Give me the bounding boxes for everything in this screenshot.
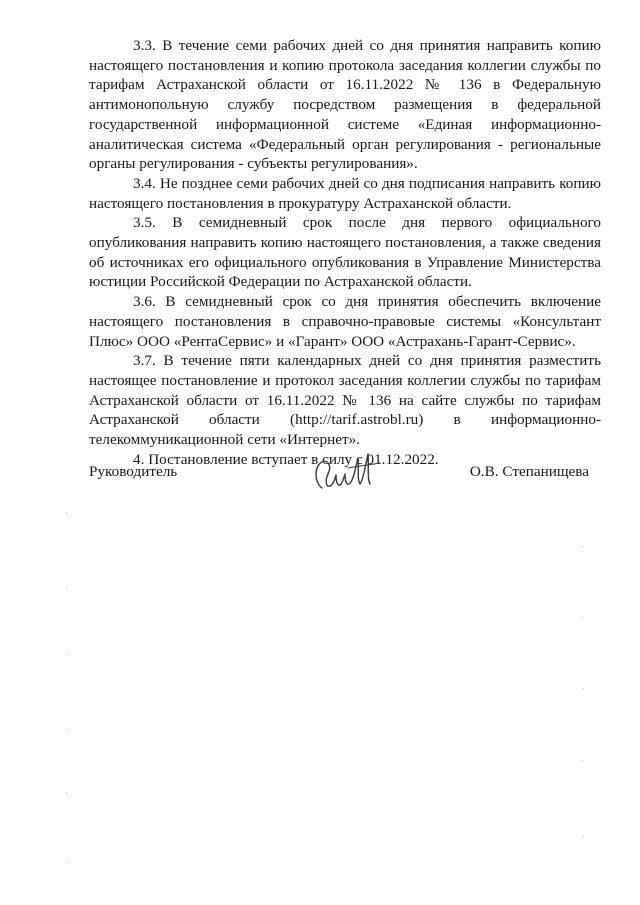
scan-speck — [582, 546, 583, 547]
scan-speck — [582, 760, 583, 761]
paragraph-3-4: 3.4. Не позднее семи рабочих дней со дня подписания направить копию настоящего постановления в прокуратуру Астраханской области. — [89, 174, 601, 212]
scan-speck — [583, 688, 584, 689]
scan-speck — [583, 836, 584, 837]
scan-speck — [66, 792, 67, 793]
paragraph-3-5: 3.5. В семидневный срок после дня первого официального опубликования направить копию настоящего постановления, а также сведения об источниках его официального опубликования в Управление Министерства юстиции Российской Федерации по Астраханской области. — [89, 214, 601, 291]
document-body — [89, 36, 601, 469]
scan-speck — [66, 512, 67, 513]
paragraph-3-6: 3.6. В семидневный срок со дня принятия обеспечить включение настоящего постановления в справочно-правовые системы «Консультант Плюс» ООО «РентаСервис» и «Гарант» ООО «Астрахань-Гарант-Сервис». — [89, 293, 601, 350]
signer-name: О.В. Степанищева — [469, 463, 589, 480]
scan-speck — [582, 617, 583, 618]
scan-speck — [67, 729, 68, 730]
scan-speck — [67, 654, 68, 655]
paragraph-3-7: 3.7. В течение пяти календарных дней со дня принятия разместить настоящее постановление и протокол заседания коллегии службы по тарифам Астраханской области от 16.11.2022 № 136 на сайте службы по тарифам Астраханской области (http://tarif.astrobl.ru) в информационно-телекоммуникационной сети «Интернет». — [89, 352, 601, 449]
handwritten-signature — [308, 448, 388, 498]
scan-speck — [67, 862, 68, 863]
paragraph-4: 4. Постановление вступает в силу с 01.12.2022. — [133, 450, 439, 468]
scan-speck — [66, 588, 67, 589]
position-title: Руководитель — [89, 463, 178, 480]
paragraph-3-3: 3.3. В течение семи рабочих дней со дня принятия направить копию настоящего постановления и копию протокола заседания коллегии службы по тарифам Астраханской области от 16.11.2022 № 136 в Федеральную антимонопольную службу посредством размещения в федеральной государственной информационной системе «Единая информационно-аналитическая система «Федеральный орган регулирования - региональные органы регулирования - субъекты регулирования». — [89, 37, 601, 173]
